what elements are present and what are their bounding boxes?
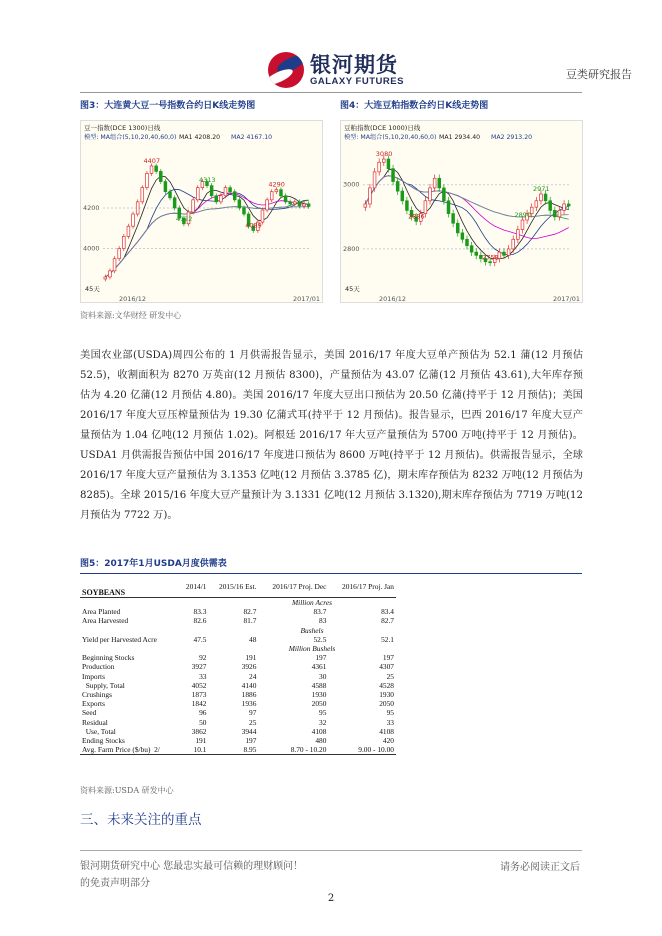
table-cell: 33 (386, 717, 394, 727)
ma-line (105, 200, 308, 277)
column-header: 2016/17 Proj. Jan (328, 582, 396, 598)
candle (406, 201, 409, 211)
candle (489, 262, 492, 263)
candle (150, 166, 153, 174)
soybean-kline-chart (80, 120, 323, 303)
chart-legend-ma2: MA2 4167.10 (231, 134, 273, 141)
candle (173, 198, 176, 208)
company-logo (268, 52, 404, 88)
price-annotation: 2971 (532, 185, 550, 194)
ma-line (365, 176, 568, 220)
table-cell: 50 (199, 717, 207, 727)
table-cell: 2050 (379, 699, 394, 709)
candle (219, 196, 222, 202)
table-cell: 4528 (379, 680, 394, 690)
table-cell: 191 (245, 653, 257, 663)
unit-label: Million Acres (291, 598, 333, 607)
row-label: Supply, Total (82, 680, 125, 690)
table-cell: 96 (199, 708, 207, 718)
price-annotation: 2886 (408, 212, 425, 221)
row-label: Seed (82, 708, 97, 718)
candle (141, 188, 144, 202)
ma-line (105, 176, 308, 277)
soymeal-kline-chart (340, 120, 583, 303)
candle (298, 202, 301, 206)
table-cell: 4140 (241, 680, 257, 690)
price-annotation: 4313 (199, 176, 216, 185)
x-tick-label: 2016/12 (379, 295, 407, 303)
column-header: 2015/16 Est. (208, 582, 258, 598)
row-label: Area Harvested (82, 616, 129, 626)
table-cell: 4307 (379, 662, 394, 672)
chart-footnote: 45天 (85, 285, 100, 293)
candle (535, 201, 538, 207)
galaxy-logo-icon (268, 52, 304, 88)
table-cell: 95 (319, 708, 327, 718)
price-annotation: 2758 (482, 253, 499, 262)
candle (266, 200, 269, 210)
table-cell: 97 (249, 708, 257, 718)
table-cell: 83.7 (313, 607, 327, 617)
candle (118, 249, 121, 259)
table-cell: 197 (315, 653, 327, 663)
table-cell: 83.4 (381, 607, 394, 617)
candle (215, 196, 218, 202)
candle (452, 214, 455, 224)
table-row (80, 607, 396, 616)
soybean-kline-svg (81, 121, 324, 304)
table-cell: 81.7 (243, 616, 257, 626)
y-tick-label: 4200 (83, 203, 100, 212)
candle (553, 210, 556, 216)
unit-label: Bushels (300, 625, 324, 635)
candle (470, 246, 473, 252)
page-number: 2 (327, 893, 335, 904)
candle (456, 223, 459, 233)
table-cell: 3944 (241, 726, 257, 736)
table-cell: 1930 (311, 690, 327, 700)
table-cell: 82.6 (193, 616, 207, 626)
candle (429, 188, 432, 201)
x-tick-label: 2017/01 (293, 295, 321, 303)
footer-divider (80, 850, 582, 851)
table-cell: 8.95 (208, 745, 258, 755)
footer-read-notice: 请务必阅读正文后 (500, 862, 580, 873)
table-cell: 4108 (379, 726, 394, 736)
row-label: Avg. Farm Price ($/bu) 2/ (80, 745, 179, 755)
candle (382, 159, 385, 162)
candle (307, 204, 310, 206)
table-cell: 24 (249, 671, 257, 681)
table-cell: 4588 (311, 680, 327, 690)
table-cell: 9.00 - 10.00 (328, 745, 396, 755)
table-cell: 197 (245, 736, 257, 746)
table-row (80, 681, 396, 690)
table-cell: 3927 (191, 662, 207, 672)
table-row (80, 672, 396, 681)
table-cell: 32 (319, 717, 327, 727)
y-tick-label: 3000 (343, 180, 360, 189)
candle (433, 178, 436, 188)
row-label: Ending Stocks (82, 736, 125, 746)
figure3-title: 图3：大连黄大豆一号指数合约日K线走势图 (80, 101, 256, 111)
table-cell: 95 (386, 708, 394, 718)
candle (127, 226, 130, 236)
table-cell: 4052 (191, 680, 207, 690)
candle (210, 186, 213, 196)
candle (169, 192, 172, 198)
candle (104, 277, 107, 279)
figure5-source: 资料来源:USDA 研发中心 (80, 786, 174, 795)
chart-title: 豆粕指数(DCE 1000)日线 (344, 124, 421, 132)
candle (270, 192, 273, 200)
table-cell: 82.7 (243, 607, 257, 617)
candle (146, 173, 149, 187)
candle (558, 210, 561, 216)
table-row (80, 616, 396, 625)
x-tick-label: 2017/01 (553, 295, 581, 303)
candle (238, 200, 241, 208)
table-cell: 52.1 (381, 634, 394, 644)
table-cell: 83.3 (193, 607, 207, 617)
table-cell: 10.1 (179, 745, 209, 755)
row-label: Yield per Harvested Acre (82, 634, 157, 644)
table-row (80, 736, 396, 745)
footer-slogan: 银河期货研究中心 您最忠实最可信赖的理财顾问！ (80, 861, 304, 872)
ma-line (105, 189, 308, 277)
row-label: Area Planted (82, 607, 121, 617)
table-cell: 1873 (191, 690, 207, 700)
figure5-divider (80, 573, 582, 574)
candle (378, 162, 381, 172)
candle (192, 200, 195, 212)
chart-legend-ma2: MA2 2913.20 (491, 134, 533, 141)
candle (303, 204, 306, 206)
table-title: SOYBEANS (80, 582, 179, 598)
header-divider (80, 92, 582, 93)
row-label: Crushings (82, 690, 112, 700)
row-label: Beginning Stocks (82, 653, 135, 663)
candle (164, 182, 167, 192)
candle (507, 249, 510, 255)
section-heading: 三、未来关注的重点 (80, 812, 202, 828)
price-annotation: 4122 (175, 214, 193, 223)
candle (503, 252, 506, 255)
table-cell: 82.7 (381, 616, 394, 626)
candle (364, 204, 367, 207)
chart-footnote: 45天 (345, 285, 360, 293)
candle (521, 220, 524, 230)
logo-english-name: GALAXY FUTURES (310, 75, 404, 87)
figure5-title: 图5：2017年1月USDA月度供需表 (80, 559, 227, 569)
table-cell: 83 (319, 616, 327, 626)
chart-legend-ma1: MA1 4208.20 (179, 134, 221, 141)
table-row (80, 718, 396, 727)
table-row (80, 653, 396, 662)
candle (466, 239, 469, 245)
soymeal-kline-svg (341, 121, 584, 304)
table-cell: 197 (382, 653, 394, 663)
candle (293, 202, 296, 204)
footer-disclaimer: 的免责声明部分 (80, 878, 150, 889)
table-cell: 2050 (311, 699, 327, 709)
candle (224, 188, 227, 196)
chart-legend-model: 模型: MA组合(5,10,20,40,60,0) (84, 134, 177, 141)
table-cell: 1842 (191, 699, 207, 709)
table-cell: 1930 (379, 690, 394, 700)
chart-legend-model: 模型: MA组合(5,10,20,40,60,0) (344, 134, 437, 141)
row-label: Residual (82, 717, 108, 727)
candle (233, 192, 236, 200)
column-header: 2014/1 (179, 582, 209, 598)
candle (109, 271, 112, 277)
candle (461, 233, 464, 239)
candle (401, 191, 404, 201)
row-label: Exports (82, 699, 105, 709)
candle (196, 188, 199, 200)
price-annotation: 4407 (143, 156, 161, 165)
row-label: Production (82, 662, 115, 672)
table-row (80, 635, 396, 644)
table-cell: 33 (199, 671, 207, 681)
candle (369, 188, 372, 204)
candle (261, 210, 264, 222)
candle (396, 182, 399, 192)
table-cell: 4361 (311, 662, 327, 672)
table-row (80, 727, 396, 736)
table-cell: 1936 (241, 699, 257, 709)
table-cell: 25 (386, 671, 394, 681)
x-tick-label: 2016/12 (119, 295, 147, 303)
table-cell: 8.70 - 10.20 (258, 745, 328, 755)
candle (447, 201, 450, 214)
price-annotation: 4290 (268, 180, 285, 189)
unit-label: Million Bushels (288, 644, 336, 654)
candle (229, 188, 232, 192)
table-cell: 47.5 (193, 634, 207, 644)
usda-supply-demand-table (80, 582, 396, 755)
candle (373, 172, 376, 188)
usda-report-paragraph: 美国农业部(USDA)周四公布的 1 月供需报告显示，美国 2016/17 年度大豆单产预估为 52.1 蒲(12 月预估 52.5)，收割面积为 8270 万英亩(12 月预估 8300)，产量预估为 43.07 亿蒲(12 月预估 43.61),大年库存预估为 4.20 亿蒲(12 月预估 4.80)。美国 2016/17 年度大豆出口预估为 20.50 亿蒲(持平于 12 月预估)；美国 2016/17 年度大豆压榨量预估为 19.30 亿蒲式耳(持平于 12 月预估)。报告显示，巴西 2016/17 年度大豆产量预估为 1.04 亿吨(12 月预估 1.02)。阿根廷 2016/17 年大豆产量预估为 5700 万吨(持平于 12 月预估)。USDA1 月供需报告预估中国 2016/17 年度进口预估为 8600 万吨(持平于 12 月预估)。供需报告显示，全球 2016/17 年度大豆产量预估为 3.1353 亿吨(12 月预估 3.3785 亿)，期末库存预估为 8232 万吨(12 月预估为 8285)。全球 2015/16 年度大豆产量预计为 3.1331 亿吨(12 月预估 3.1320),期末库存预估为 7719 万吨(12 月预估为 7722 万)。 (80, 350, 583, 521)
candle (475, 252, 478, 255)
logo-chinese-name: 银河期货 (310, 52, 398, 77)
candle (289, 202, 292, 204)
candle (516, 230, 519, 240)
candle (136, 202, 139, 214)
candle (387, 159, 390, 169)
table-cell: 3862 (191, 726, 207, 736)
candle (159, 171, 162, 181)
candle (243, 208, 246, 214)
candle (544, 194, 547, 201)
candle (567, 204, 570, 206)
report-type: 豆类研究报告 (566, 68, 632, 81)
table-row (80, 662, 396, 671)
table-cell: 420 (382, 736, 394, 746)
table-cell: 191 (195, 736, 207, 746)
table-row (80, 690, 396, 699)
chart-legend-ma1: MA1 2934.40 (439, 134, 481, 141)
table-cell: 52.5 (313, 634, 327, 644)
ma-line (105, 207, 308, 277)
row-label: Use, Total (82, 726, 116, 736)
figure4-title: 图4：大连豆粕指数合约日K线走势图 (340, 101, 489, 111)
table-cell: 30 (319, 671, 327, 681)
candle (563, 204, 566, 210)
ma-line (105, 193, 308, 277)
table-cell: 48 (249, 634, 257, 644)
candle (540, 194, 543, 201)
table-row (80, 699, 396, 708)
column-header: 2016/17 Proj. Dec (258, 582, 328, 598)
y-tick-label: 2800 (343, 244, 360, 253)
candle (155, 166, 158, 171)
table-cell: 1886 (241, 690, 257, 700)
figure3-source: 资料来源:文华财经 研发中心 (80, 311, 182, 320)
price-annotation: 4089 (245, 221, 262, 230)
table-row (80, 708, 396, 717)
table-row (80, 745, 396, 755)
candle (122, 236, 125, 248)
candle (113, 259, 116, 271)
candle (275, 190, 278, 192)
table-cell: 25 (249, 717, 257, 727)
price-annotation: 2890 (514, 211, 532, 220)
candle (443, 188, 446, 201)
price-annotation: 3080 (375, 150, 393, 159)
candle (280, 190, 283, 196)
row-label: Imports (82, 671, 105, 681)
table-cell: 92 (199, 653, 207, 663)
candle (549, 201, 552, 211)
y-tick-label: 4000 (83, 244, 100, 253)
candle (284, 196, 287, 202)
candle (132, 214, 135, 226)
chart-title: 豆一指数(DCE 1300)日线 (84, 124, 161, 132)
footer-left (80, 858, 350, 892)
candle (392, 169, 395, 182)
page-header (0, 0, 662, 92)
candle (512, 239, 515, 249)
candle (438, 178, 441, 188)
table-cell: 480 (315, 736, 327, 746)
table-cell: 3926 (241, 662, 257, 672)
table-cell: 4108 (311, 726, 327, 736)
